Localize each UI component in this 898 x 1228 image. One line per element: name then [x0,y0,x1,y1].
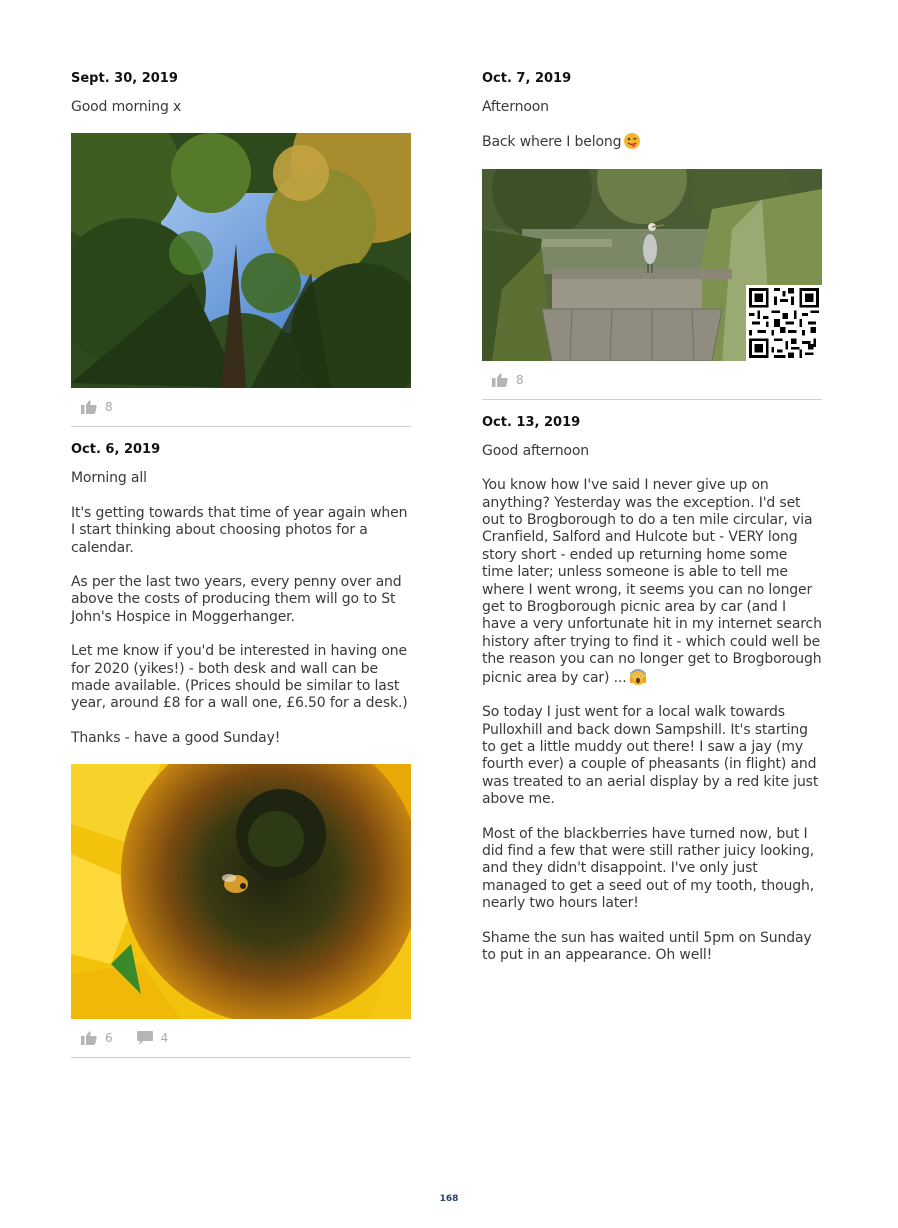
divider [71,426,411,427]
like-count: 6 [105,1031,113,1046]
post-text-with-emoji [482,133,822,151]
comment-bubble-icon [137,1031,153,1045]
post-date: Sept. 30, 2019 [71,71,178,86]
reactions-bar [71,1019,411,1057]
tree-canopy-photo[interactable] [71,133,411,388]
post-text: Afternoon [482,99,549,115]
thumbs-up-icon [81,400,97,414]
like-reaction[interactable] [492,373,524,387]
post-text: You know how I've said I never give up on anything? Yesterday was the exception. I'd set out to Brogborough to do a ten mile circular, via Cranfield, Salford and Hulcote but - VERY long story short - ended up returning home some time later; unless someone is able to tell me where I went wrong, it seems you can no longer get to Brogborough picnic area by car (and I have a very unfortunate hit in my internet search history after trying to find it - which could well be the reason you can no longer get to Brogborough picnic area by car) ... [482,477,822,686]
reactions-bar [482,361,822,399]
post-date: Oct. 7, 2019 [482,71,572,86]
like-reaction[interactable] [81,400,113,414]
post-text: Back where I belong [482,134,622,151]
divider [482,399,822,400]
post-text: Good morning x [71,99,182,115]
post-date: Oct. 6, 2019 [71,442,161,458]
post-text: It's getting towards that time of year again when I start thinking about choosing photos for a calendar. [71,504,408,556]
post-text: As per the last two years, every penny over and above the costs of producing them will go to St John's Hospice in Moggerhanger. [71,574,402,625]
post-text: Morning all [71,470,147,487]
sunflower-with-bee-photo[interactable] [71,764,411,1019]
post-text: Let me know if you'd be interested in having one for 2020 (yikes!) - both desk and wall can be made available. (Prices should be similar to last year, around £8 for a wall one, £6.50 for a desk.) [71,643,408,712]
page-number: 168 [439,1194,459,1204]
right-column [482,70,822,981]
comment-reaction[interactable] [137,1031,169,1045]
post-text: So today I just went for a local walk towards Pulloxhill and back down Sampshill. It's starting to get a little muddy out there! I saw a jay (my fourth ever) a couple of pheasants (in flight) and was treated to an aerial display by a red kite just above me. [482,704,819,808]
like-reaction[interactable] [81,1031,113,1045]
winking-face-tongue-emoji [624,133,640,149]
like-count: 8 [105,400,113,415]
post-text: Thanks - have a good Sunday! [71,729,281,746]
post-sept-30 [71,70,411,427]
thumbs-up-icon [492,373,508,387]
post-oct-7 [482,70,822,400]
post-oct-13 [482,414,822,965]
left-column [71,70,411,1072]
post-date: Oct. 13, 2019 [482,414,581,430]
post-text: Good afternoon [482,442,589,459]
qr-code[interactable] [746,285,822,361]
screaming-face-emoji [630,669,646,685]
post-text-with-emoji [482,477,822,687]
post-text: Shame the sun has waited until 5pm on Sunday to put in an appearance. Oh well! [482,929,812,963]
reactions-bar [71,388,411,426]
post-text: Most of the blackberries have turned now, but I did find a few that were still rather juicy looking, and they didn't disappoint. I've only just managed to get a seed out of my tooth, though, nearly two hours later! [482,825,815,912]
thumbs-up-icon [81,1031,97,1045]
divider [71,1057,411,1058]
post-oct-6 [71,441,411,1058]
heron-on-jetty-photo[interactable] [482,169,822,361]
comment-count: 4 [160,1031,169,1046]
like-count: 8 [516,372,524,387]
